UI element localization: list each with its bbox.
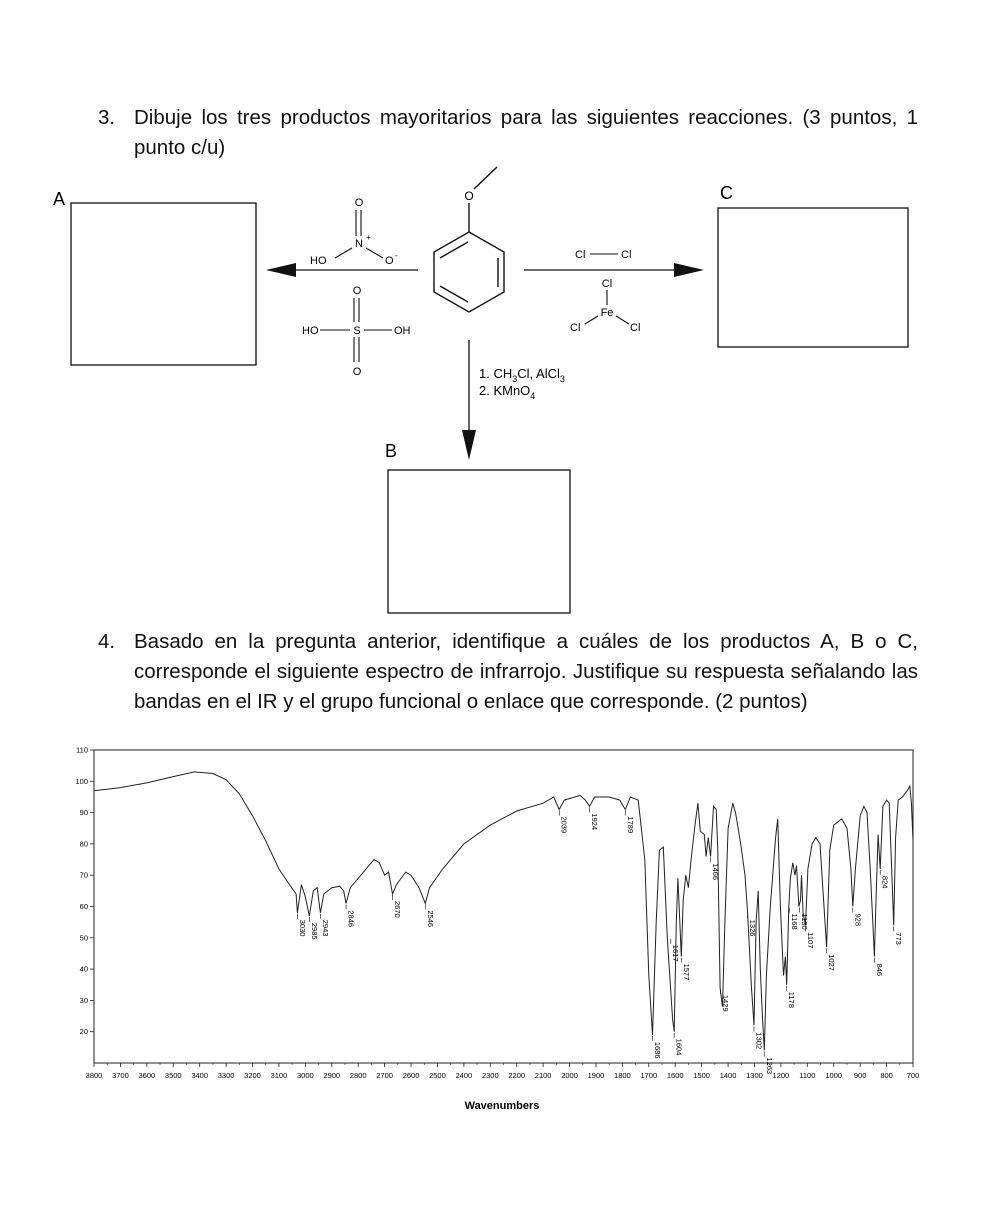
peak-label: 1924 — [590, 813, 600, 831]
peak-label: 1326 — [748, 919, 758, 937]
svg-text:Cl: Cl — [575, 249, 586, 261]
ir-spectrum-line — [94, 772, 913, 1051]
svg-text:O: O — [352, 366, 362, 378]
question-4-number: 4. — [98, 630, 116, 653]
svg-text:O: O — [354, 197, 364, 209]
x-tick-label: 2800 — [349, 1071, 367, 1080]
peak-label: 1429 — [720, 994, 730, 1012]
x-tick-label: 2300 — [481, 1071, 499, 1080]
peak-label: 2846 — [346, 910, 356, 928]
x-tick-label: 900 — [853, 1071, 867, 1080]
svg-text:Cl: Cl — [570, 322, 581, 334]
svg-text:OH: OH — [394, 325, 411, 337]
ferric-chloride-reagent — [570, 278, 640, 334]
x-tick-label: 3500 — [164, 1071, 182, 1080]
x-tick-label: 700 — [906, 1071, 920, 1080]
x-tick-label: 3300 — [217, 1071, 235, 1080]
svg-text:Cl: Cl — [621, 249, 632, 261]
box-label-b: B — [385, 441, 398, 461]
peak-label: 1178 — [787, 991, 797, 1008]
peak-label: 1617 — [671, 944, 681, 962]
x-tick-label: 1500 — [693, 1071, 710, 1080]
peak-label: 1107 — [805, 932, 815, 949]
svg-text:Cl: Cl — [630, 322, 641, 334]
x-tick-label: 3400 — [191, 1071, 209, 1080]
x-tick-label: 3100 — [270, 1071, 288, 1080]
box-label-c: C — [720, 183, 733, 203]
x-tick-label: 1600 — [666, 1071, 684, 1080]
question-3-text: Dibuje los tres productos mayoritarios para las siguientes reacciones. (3 puntos, 1 punto c/u) — [134, 106, 918, 159]
question-3-number: 3. — [98, 106, 116, 129]
y-tick-label: 30 — [79, 995, 88, 1005]
x-tick-label: 2200 — [508, 1071, 526, 1080]
peak-label: 1263 — [764, 1057, 774, 1075]
y-tick-label: 90 — [79, 808, 88, 818]
x-tick-label: 800 — [880, 1071, 893, 1080]
peak-label: 1604 — [674, 1038, 684, 1056]
x-tick-label: 2100 — [534, 1071, 552, 1080]
answer-box-a[interactable] — [71, 203, 256, 365]
svg-text:Fe: Fe — [600, 307, 614, 319]
peak-label: 824 — [880, 875, 890, 889]
peak-label: 1168 — [789, 913, 799, 930]
x-tick-label: 3600 — [138, 1071, 156, 1080]
svg-text:HO: HO — [310, 255, 327, 267]
x-tick-label: 1800 — [614, 1071, 631, 1080]
x-tick-label: 1000 — [825, 1071, 843, 1080]
y-tick-label: 60 — [79, 902, 88, 911]
y-tick-label: 40 — [79, 964, 88, 974]
peak-label: 846 — [874, 963, 884, 977]
sulfuric-acid-reagent — [302, 285, 411, 378]
y-tick-label: 100 — [75, 776, 88, 786]
peak-label: 1686 — [653, 1041, 663, 1059]
y-tick-label: 50 — [79, 933, 88, 943]
peak-label: 3030 — [297, 919, 307, 937]
reagent-step-1: 1. $CH_3Cl$, AlCl$_3$ — [479, 366, 565, 384]
nitric-acid-reagent — [310, 197, 398, 267]
x-tick-label: 3200 — [244, 1071, 261, 1080]
x-tick-label: 3700 — [112, 1071, 129, 1080]
svg-text:S: S — [353, 325, 361, 337]
answer-box-b[interactable] — [388, 470, 570, 613]
x-tick-label: 3800 — [85, 1071, 103, 1080]
svg-text:HO: HO — [302, 325, 319, 337]
x-tick-label: 2000 — [561, 1071, 578, 1080]
plot-frame — [94, 750, 913, 1063]
reagent-step-2: 2. KMnO$_4$ — [479, 383, 536, 401]
arrow-to-a-head — [266, 263, 296, 277]
svg-text:Cl: Cl — [601, 278, 613, 290]
question-4 — [98, 627, 918, 717]
arrow-to-b-head — [462, 430, 476, 460]
peak-label: 773 — [894, 932, 904, 945]
answer-box-c[interactable] — [718, 208, 908, 347]
svg-text:N: N — [355, 238, 363, 250]
x-tick-label: 3000 — [297, 1071, 314, 1080]
x-tick-label: 1100 — [799, 1071, 816, 1080]
svg-text:O: O — [385, 255, 394, 267]
x-tick-label: 2400 — [455, 1071, 473, 1080]
peak-label: 928 — [853, 913, 863, 927]
x-tick-label: 2700 — [376, 1071, 393, 1080]
y-tick-label: 80 — [79, 839, 88, 849]
x-tick-label: 2900 — [323, 1071, 341, 1080]
x-tick-label: 1900 — [587, 1071, 605, 1080]
x-tick-label: 1700 — [640, 1071, 658, 1080]
y-tick-label: 70 — [79, 870, 88, 880]
x-axis-label: Wavenumbers — [464, 1100, 540, 1112]
peak-label: 1302 — [754, 1032, 764, 1050]
chlorine-reagent — [575, 249, 631, 261]
peak-label: 1130 — [799, 913, 809, 930]
y-tick-label: 20 — [79, 1027, 88, 1037]
question-4-text: Basado en la pregunta anterior, identifique a cuáles de los productos A, B o C, corresponde el siguiente espectro de infrarrojo. Justifique su respuesta señalando las bandas en el IR y el grupo funcional o enlace que corresponde. (2 puntos) — [134, 630, 918, 713]
peak-label: 1027 — [827, 954, 837, 971]
peak-label: 1466 — [711, 863, 721, 881]
arrow-to-c-head — [674, 263, 704, 277]
svg-text:+: + — [366, 233, 371, 242]
peak-label: 1577 — [681, 963, 691, 981]
svg-text:O: O — [352, 285, 362, 297]
peak-label: 2546 — [425, 910, 435, 928]
x-tick-label: 1300 — [746, 1071, 763, 1080]
methoxy-oxygen: O — [464, 189, 474, 203]
peak-label: 2943 — [320, 919, 330, 937]
x-tick-label: 1200 — [772, 1071, 790, 1080]
y-tick-label: 110 — [76, 745, 88, 755]
peak-label: 2039 — [559, 816, 569, 834]
x-tick-label: 1400 — [719, 1071, 737, 1080]
box-label-a: A — [53, 189, 66, 209]
peak-label: 2985 — [309, 922, 319, 940]
peak-label: 2670 — [393, 900, 403, 918]
peak-label: 1789 — [625, 816, 635, 834]
x-tick-label: 2600 — [402, 1071, 420, 1080]
x-tick-label: 2500 — [429, 1071, 446, 1080]
svg-text:-: - — [395, 251, 398, 260]
